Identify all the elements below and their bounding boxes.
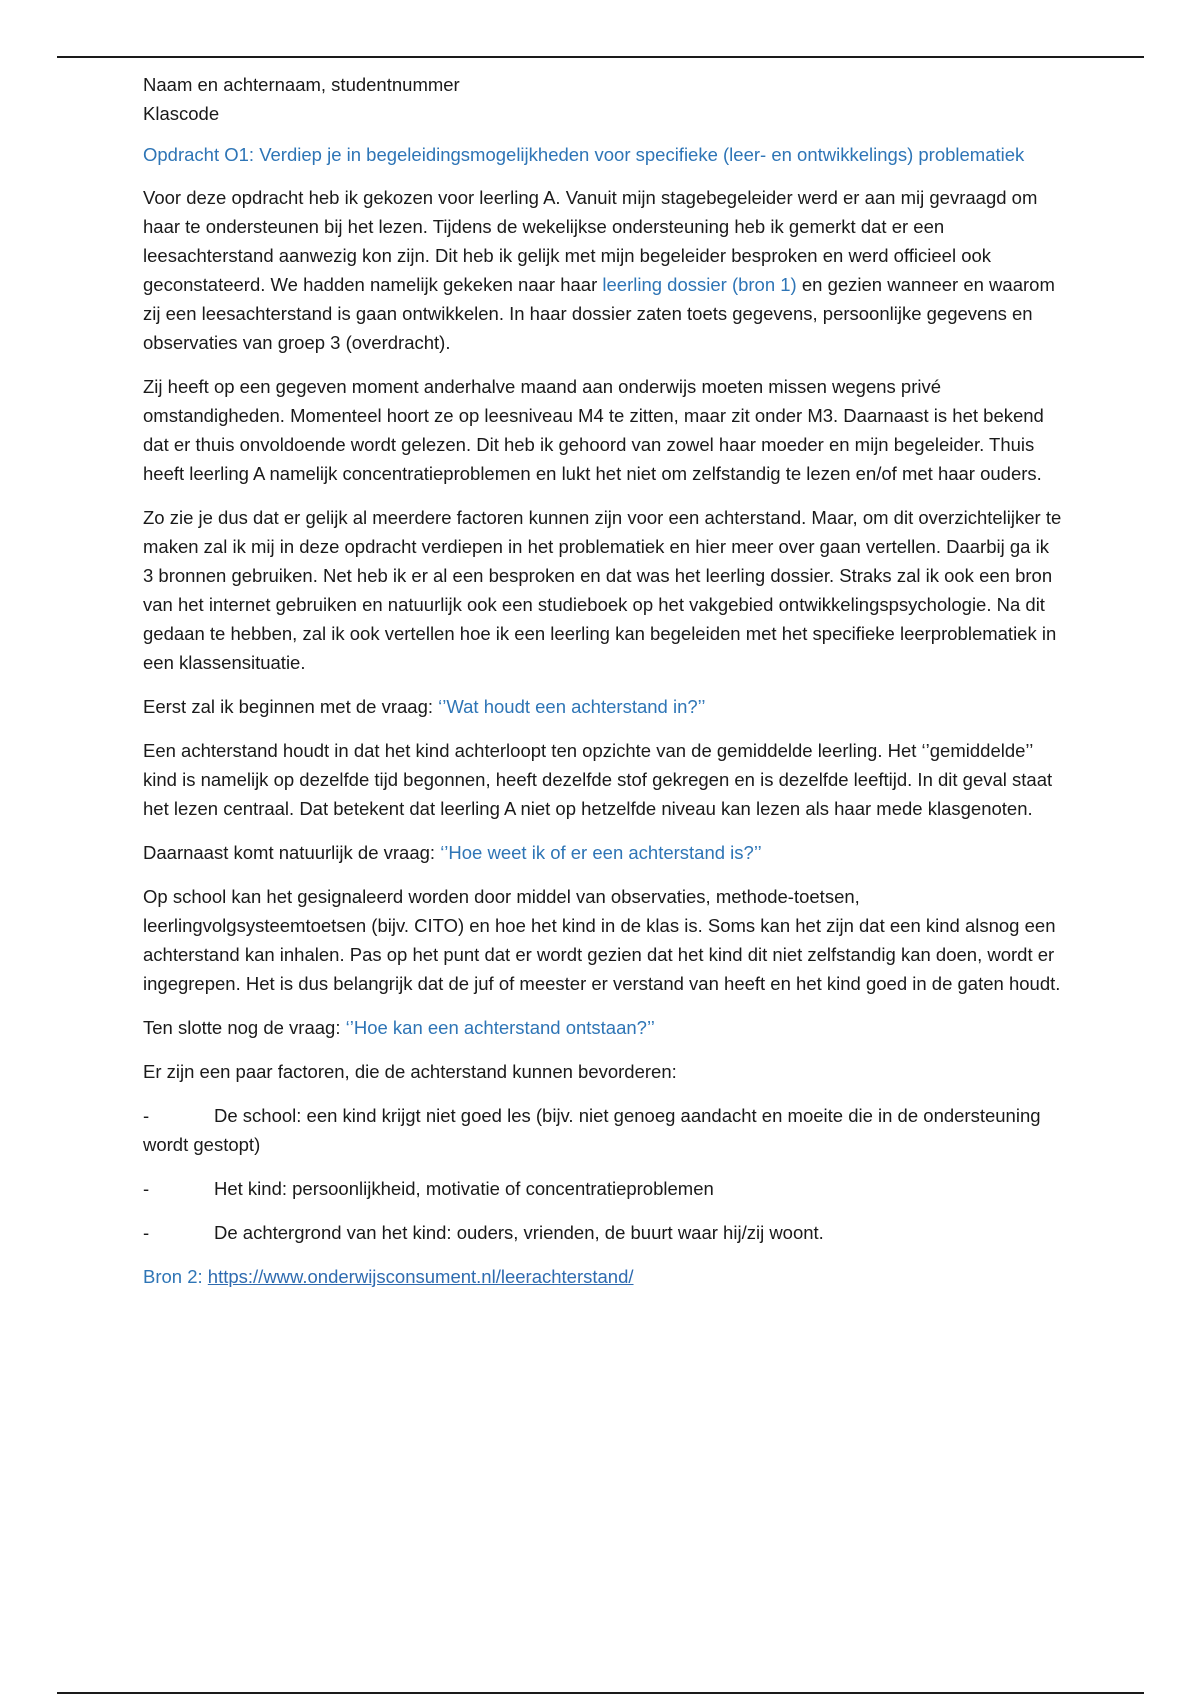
question-3: ‘’Hoe kan een achterstand ontstaan?’’ <box>345 1017 655 1038</box>
name-line: Naam en achternaam, studentnummer <box>143 74 460 95</box>
paragraph-factors: Zo zie je dus dat er gelijk al meerdere factoren kunnen zijn voor een achterstand. Maar, om dit overzichtelijker te maken zal ik mij in deze opdracht verdiepen in het problematiek en hier meer over gaan vertellen. Daarbij ga ik 3 bronnen gebruiken. Net heb ik er al een besproken en dat was het leerling dossier. Straks zal ik ook een bron van het internet gebruiken en natuurlijk ook een studieboek op het vakgebied ontwikkelingspsychologie. Na dit gedaan te hebben, zal ik ook vertellen hoe ik een leerling kan begeleiden met het specifieke leerproblematiek in een klassensituatie. <box>143 507 1062 673</box>
question-2-intro: Daarnaast komt natuurlijk de vraag: <box>143 842 441 863</box>
bullet-dash: - <box>143 1105 150 1126</box>
question-3-line <box>143 1013 1063 1042</box>
assignment-heading: Opdracht O1: Verdiep je in begeleidingsmogelijkheden voor specifieke (leer- en ontwikkelings) problematiek <box>143 144 1025 165</box>
paragraph-causes-intro: Er zijn een paar factoren, die de achterstand kunnen bevorderen: <box>143 1061 677 1082</box>
question-1-intro: Eerst zal ik beginnen met de vraag: <box>143 696 439 717</box>
paragraph-signaling: Op school kan het gesignaleerd worden door middel van observaties, methode-toetsen, leerlingvolgsysteemtoetsen (bijv. CITO) en hoe het kind in de klas is. Soms kan het zijn dat een kind alsnog een achterstand kan inhalen. Pas op het punt dat er wordt gezien dat het kind dit niet zelfstandig kan doen, wordt er ingegrepen. Het is dus belangrijk dat de juf of meester er verstand van heeft en het kind goed in de gaten houdt. <box>143 886 1061 994</box>
question-2-line <box>143 838 1063 867</box>
paragraph-definition: Een achterstand houdt in dat het kind achterloopt ten opzichte van de gemiddelde leerling. Het ‘’gemiddelde’’ kind is namelijk op dezelfde tijd begonnen, heeft dezelfde stof gekregen en is dezelfde leeftijd. In dit geval staat het lezen centraal. Dat betekent dat leerling A niet op hetzelfde niveau kan lezen als haar mede klasgenoten. <box>143 740 1053 819</box>
paragraph-intro-text-a: Voor deze opdracht heb ik gekozen voor leerling A. Vanuit mijn stagebegeleider werd er aan mij gevraagd om haar te ondersteunen bij het lezen. Tijdens de wekelijkse ondersteuning heb ik gemerkt dat er een leesachterstand aanwezig kon zijn. Dit heb ik gelijk met mijn begeleider besproken en werd officieel ook geconstateerd. We hadden namelijk gekeken naar haar <box>143 187 1038 295</box>
question-3-intro: Ten slotte nog de vraag: <box>143 1017 346 1038</box>
source-link[interactable]: https://www.onderwijsconsument.nl/leerachterstand/ <box>207 1266 634 1287</box>
bullet-dash: - <box>143 1222 150 1243</box>
paragraph-intro-text-b: en gezien wanneer en waarom zij een leesachterstand is gaan ontwikkelen. In haar dossier zaten toets gegevens, persoonlijke gegevens en observaties van groep 3 (overdracht). <box>143 274 1055 353</box>
source-label: Bron 2: <box>143 1266 208 1287</box>
list-item <box>143 1218 1063 1247</box>
bullet-dash: - <box>143 1178 150 1199</box>
bullet-text: De achtergrond van het kind: ouders, vrienden, de buurt waar hij/zij woont. <box>214 1222 824 1243</box>
class-code-line: Klascode <box>143 103 220 124</box>
question-2: ‘’Hoe weet ik of er een achterstand is?’’ <box>440 842 762 863</box>
bullet-text: De school: een kind krijgt niet goed les (bijv. niet genoeg aandacht en moeite die in de ondersteuning wordt gestopt) <box>143 1105 1041 1155</box>
source-line <box>143 1262 1063 1291</box>
bullet-text: Het kind: persoonlijkheid, motivatie of concentratieproblemen <box>214 1178 714 1199</box>
top-rule <box>57 56 1144 58</box>
list-item <box>143 1101 1063 1159</box>
question-1: ‘’Wat houdt een achterstand in?’’ <box>438 696 706 717</box>
question-1-line <box>143 692 1063 721</box>
paragraph-circumstances: Zij heeft op een gegeven moment anderhalve maand aan onderwijs moeten missen wegens privé omstandigheden. Momenteel hoort ze op leesniveau M4 te zitten, maar zit onder M3. Daarnaast is het bekend dat er thuis onvoldoende wordt gelezen. Dit heb ik gehoord van zowel haar moeder en mijn begeleider. Thuis heeft leerling A namelijk concentratieproblemen en lukt het niet om zelfstandig te lezen en/of met haar ouders. <box>143 376 1044 484</box>
list-item <box>143 1174 1063 1203</box>
dossier-reference: leerling dossier (bron 1) <box>602 274 797 295</box>
document-body <box>143 70 1063 1306</box>
bottom-rule <box>57 1692 1144 1694</box>
paragraph-intro <box>143 183 1063 357</box>
